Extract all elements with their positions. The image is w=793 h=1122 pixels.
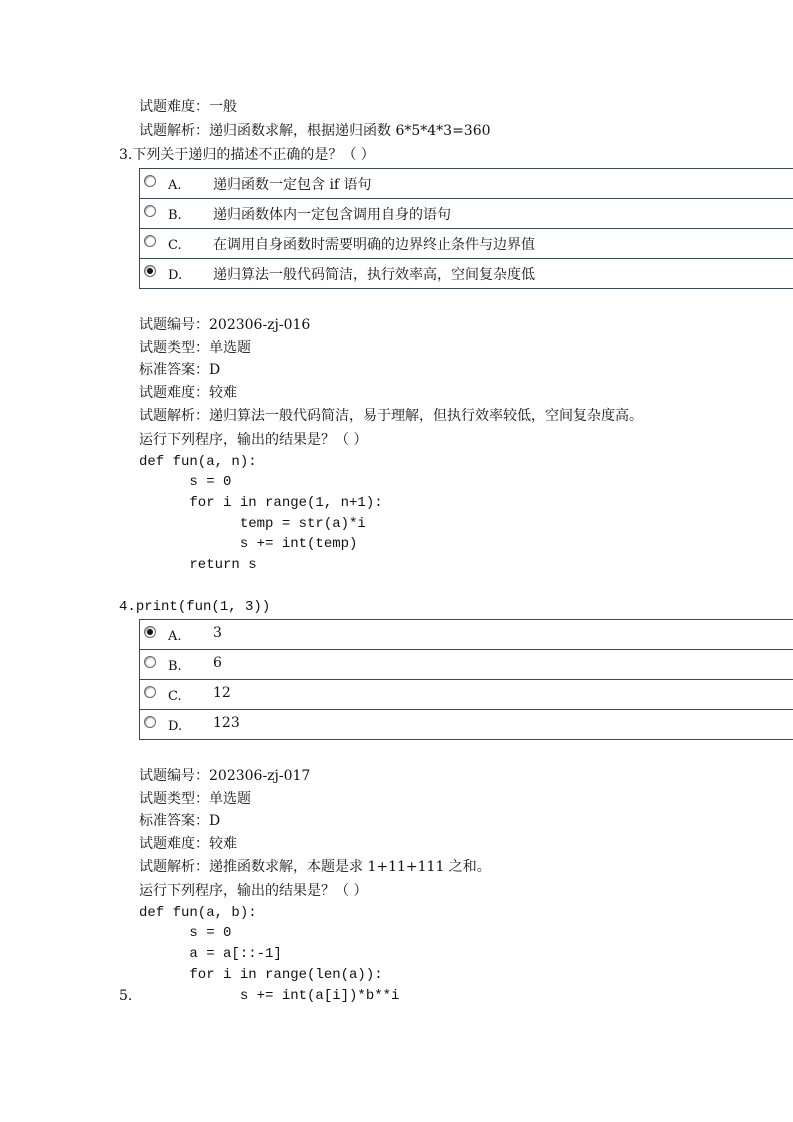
q3-option-b[interactable] bbox=[140, 199, 793, 229]
option-letter: B. bbox=[168, 208, 182, 223]
q4-option-d[interactable] bbox=[140, 710, 793, 739]
q4-difficulty: 试题难度：较难 bbox=[139, 836, 237, 852]
option-letter: A. bbox=[168, 629, 182, 644]
option-letter: B. bbox=[168, 659, 182, 674]
radio-unchecked-icon[interactable] bbox=[144, 656, 156, 668]
radio-checked-icon[interactable] bbox=[144, 626, 156, 638]
q3-type: 试题类型：单选题 bbox=[139, 340, 251, 356]
option-text: 6 bbox=[213, 655, 222, 671]
option-text: 递归算法一般代码简洁，执行效率高，空间复杂度低 bbox=[213, 267, 535, 283]
q4-options-table bbox=[139, 619, 793, 740]
option-text: 递归函数体内一定包含调用自身的语句 bbox=[213, 207, 451, 223]
option-text: 12 bbox=[213, 685, 231, 701]
option-letter: D. bbox=[168, 719, 183, 734]
q3-option-c[interactable] bbox=[140, 229, 793, 259]
q4-answer: 标准答案：D bbox=[139, 813, 221, 829]
q3-header bbox=[119, 145, 375, 165]
q3-answer: 标准答案：D bbox=[139, 362, 221, 378]
q5-code-line: for i in range(len(a)): bbox=[139, 967, 383, 983]
q3-analysis: 试题解析：递归算法一般代码简洁，易于理解，但执行效率较低，空间复杂度高。 bbox=[139, 408, 643, 424]
q4-code-line: return s bbox=[139, 557, 257, 573]
radio-unchecked-icon[interactable] bbox=[144, 175, 156, 187]
q4-header bbox=[119, 597, 270, 617]
q4-option-c[interactable] bbox=[140, 680, 793, 710]
q3-id: 试题编号：202306-zj-016 bbox=[139, 317, 311, 333]
q3-option-a[interactable] bbox=[140, 169, 793, 199]
q4-stem: print(fun(1, 3)) bbox=[135, 599, 271, 615]
q3-difficulty: 试题难度：较难 bbox=[139, 385, 237, 401]
q3-options-table bbox=[139, 168, 793, 289]
q2-analysis: 试题解析：递归函数求解，根据递归函数 6*5*4*3=360 bbox=[139, 123, 491, 139]
q4-id: 试题编号：202306-zj-017 bbox=[139, 768, 311, 784]
q4-option-a[interactable] bbox=[140, 620, 793, 650]
option-letter: D. bbox=[168, 268, 183, 283]
q3-number: 3. bbox=[119, 147, 133, 163]
radio-checked-icon[interactable] bbox=[144, 265, 156, 277]
q5-code-line: a = a[::-1] bbox=[139, 946, 282, 962]
q4-intro: 运行下列程序，输出的结果是？（ ） bbox=[139, 432, 368, 448]
q4-analysis: 试题解析：递推函数求解，本题是求 1+11+111 之和。 bbox=[139, 859, 491, 875]
option-letter: C. bbox=[168, 238, 182, 253]
q4-code-line: def fun(a, n): bbox=[139, 454, 257, 470]
radio-unchecked-icon[interactable] bbox=[144, 716, 156, 728]
q4-code-line: s += int(temp) bbox=[139, 536, 358, 552]
option-letter: A. bbox=[168, 178, 182, 193]
q4-type: 试题类型：单选题 bbox=[139, 791, 251, 807]
q3-stem: 下列关于递归的描述不正确的是？（ ） bbox=[132, 147, 375, 163]
q5-code-line: def fun(a, b): bbox=[139, 905, 257, 921]
q4-code-line: for i in range(1, n+1): bbox=[139, 495, 383, 511]
q5-code-line: s = 0 bbox=[139, 925, 232, 941]
q5-code-line: s += int(a[i])*b**i bbox=[139, 988, 400, 1004]
option-text: 123 bbox=[213, 715, 240, 731]
q5-intro: 运行下列程序，输出的结果是？（ ） bbox=[139, 883, 368, 899]
radio-unchecked-icon[interactable] bbox=[144, 205, 156, 217]
q4-code-line: temp = str(a)*i bbox=[139, 516, 366, 532]
q2-difficulty: 试题难度：一般 bbox=[139, 99, 237, 115]
q4-number: 4. bbox=[119, 599, 136, 615]
q3-option-d[interactable] bbox=[140, 259, 793, 288]
radio-unchecked-icon[interactable] bbox=[144, 235, 156, 247]
option-text: 递归函数一定包含 if 语句 bbox=[213, 177, 372, 193]
radio-unchecked-icon[interactable] bbox=[144, 686, 156, 698]
option-letter: C. bbox=[168, 689, 182, 704]
option-text: 3 bbox=[213, 625, 222, 641]
q5-number: 5. bbox=[119, 988, 133, 1004]
q4-option-b[interactable] bbox=[140, 650, 793, 680]
option-text: 在调用自身函数时需要明确的边界终止条件与边界值 bbox=[213, 237, 535, 253]
q4-code-line: s = 0 bbox=[139, 474, 232, 490]
